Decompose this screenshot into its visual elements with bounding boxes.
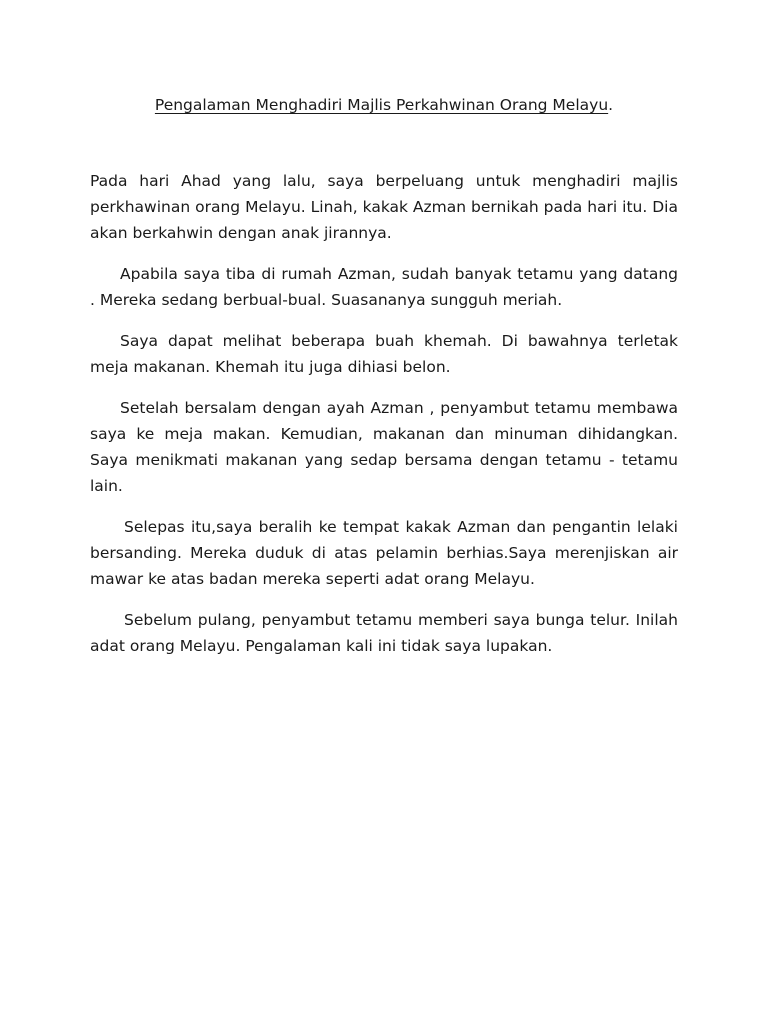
title-text: Pengalaman Menghadiri Majlis Perkahwinan Orang Melayu [154, 96, 609, 114]
page-title [0, 94, 768, 116]
paragraph-4: Setelah bersalam dengan ayah Azman , penyambut tetamu membawa saya ke meja makan. Kemudian, makanan dan minuman dihidangkan. Saya menikmati makanan yang sedap bersama dengan tetamu - tetamu lain. [90, 399, 678, 495]
paragraph-1: Pada hari Ahad yang lalu, saya berpeluang untuk menghadiri majlis perkhawinan orang Melayu. Linah, kakak Azman bernikah pada hari itu. Dia akan berkahwin dengan anak jirannya. [90, 172, 678, 242]
paragraph-3: Saya dapat melihat beberapa buah khemah. Di bawahnya terletak meja makanan. Khemah itu juga dihiasi belon. [90, 332, 678, 376]
paragraph-5: Selepas itu,saya beralih ke tempat kakak Azman dan pengantin lelaki bersanding. Mereka duduk di atas pelamin berhias.Saya merenjiskan air mawar ke atas badan mereka seperti adat orang Melayu. [90, 518, 678, 588]
title-period: . [608, 96, 614, 114]
paragraph-6: Sebelum pulang, penyambut tetamu memberi saya bunga telur. Inilah adat orang Melayu. Pengalaman kali ini tidak saya lupakan. [90, 611, 678, 655]
paragraph-2: Apabila saya tiba di rumah Azman, sudah banyak tetamu yang datang . Mereka sedang berbual-bual. Suasananya sungguh meriah. [90, 265, 678, 309]
essay-body [90, 168, 678, 674]
